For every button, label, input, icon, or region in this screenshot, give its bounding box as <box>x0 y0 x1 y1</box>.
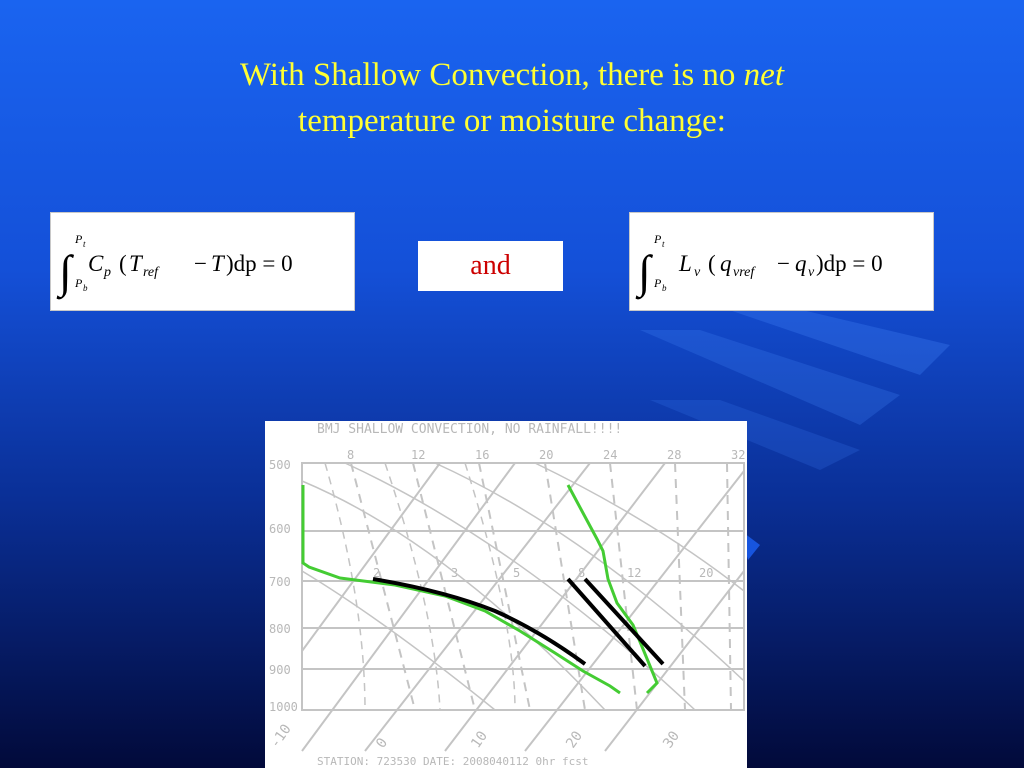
mixing-ratio-line <box>413 463 475 710</box>
mid-label: 20 <box>699 566 714 580</box>
equation-tail: )dp = 0 <box>226 251 293 276</box>
lower-limit: P <box>75 276 83 290</box>
pressure-label: 600 <box>269 522 291 536</box>
temperature-label: 20 <box>563 728 586 752</box>
mixing-ratio-label: 32 <box>731 448 746 462</box>
mixing-ratio-label: 8 <box>347 448 355 462</box>
coefficient: L <box>679 251 692 276</box>
reference-sub: vref <box>733 265 755 280</box>
isotherm <box>302 463 440 651</box>
upper-limit-sub: t <box>83 239 86 249</box>
minus-sign: − <box>194 251 207 276</box>
open-paren: ( <box>708 251 716 276</box>
pressure-labels <box>269 458 298 714</box>
reference-sub: ref <box>143 265 159 280</box>
temperature-labels <box>267 721 683 751</box>
sounding-grid <box>302 463 744 751</box>
mixing-ratio-label: 12 <box>411 448 426 462</box>
mid-label: 3 <box>451 566 459 580</box>
title-line-1 <box>0 52 1024 98</box>
temperature-profile <box>303 485 620 693</box>
variable: T <box>211 251 224 276</box>
temperature-equation-box <box>50 212 355 311</box>
connector-text: and <box>470 250 511 281</box>
mixing-ratio-line <box>545 463 585 710</box>
mixing-ratio-line <box>675 463 685 710</box>
dry-adiabat <box>435 463 744 681</box>
mixing-ratio-label: 24 <box>603 448 618 462</box>
lower-limit-sub: b <box>83 283 88 293</box>
lower-limit-sub: b <box>662 283 667 293</box>
coefficient-sub: p <box>104 265 111 280</box>
title-text: With Shallow Convection, there is no <box>239 57 744 93</box>
variable-sub: v <box>808 265 815 280</box>
variable: q <box>795 251 807 276</box>
skewt-sounding <box>265 421 747 768</box>
mixing-ratio-label: 16 <box>475 448 490 462</box>
upper-limit: P <box>75 232 83 246</box>
mixing-ratio-label: 20 <box>539 448 554 462</box>
reference-moisture-profile <box>568 579 645 666</box>
pressure-label: 1000 <box>269 700 298 714</box>
upper-limit-sub: t <box>662 239 665 249</box>
mixing-ratio-line <box>610 463 637 710</box>
moisture-equation <box>630 213 933 310</box>
minus-sign: − <box>777 251 790 276</box>
mixing-ratio-label: 28 <box>667 448 682 462</box>
coefficient: C <box>88 251 104 276</box>
title-emphasis: net <box>743 57 784 93</box>
coefficient-sub: v <box>694 265 701 280</box>
mixing-ratio-top-labels <box>347 448 745 462</box>
mid-label: 12 <box>627 566 642 580</box>
moisture-equation-box <box>629 212 934 311</box>
temperature-label: 0 <box>373 735 392 752</box>
skewt-diagram <box>265 421 747 768</box>
temperature-label: 30 <box>660 728 683 752</box>
connector-box <box>418 241 563 291</box>
pressure-label: 900 <box>269 663 291 677</box>
slide-title <box>0 52 1024 144</box>
mixing-ratio-mid-labels <box>373 566 713 580</box>
reference-variable: T <box>129 251 142 276</box>
sounding-header: BMJ SHALLOW CONVECTION, NO RAINFALL!!!! <box>317 422 623 437</box>
reference-variable: q <box>720 251 732 276</box>
pressure-label: 700 <box>269 575 291 589</box>
temperature-label: 10 <box>468 728 491 752</box>
temperature-equation <box>51 213 354 310</box>
mid-label: 5 <box>513 566 521 580</box>
pressure-label: 500 <box>269 458 291 472</box>
pressure-label: 800 <box>269 622 291 636</box>
lower-limit: P <box>654 276 662 290</box>
temperature-label: -10 <box>267 721 295 752</box>
equation-tail: )dp = 0 <box>816 251 883 276</box>
upper-limit: P <box>654 232 662 246</box>
integral-sign: ∫ <box>638 246 651 297</box>
sounding-footer: STATION: 723530 DATE: 2008040112 0hr fcst <box>317 755 589 768</box>
title-line-2: temperature or moisture change: <box>298 103 726 139</box>
mid-label: 8 <box>578 566 586 580</box>
integral-sign: ∫ <box>59 246 72 297</box>
open-paren: ( <box>119 251 127 276</box>
mid-label: 2 <box>373 566 381 580</box>
dry-adiabat <box>302 571 495 710</box>
mixing-ratio-line <box>727 463 731 710</box>
